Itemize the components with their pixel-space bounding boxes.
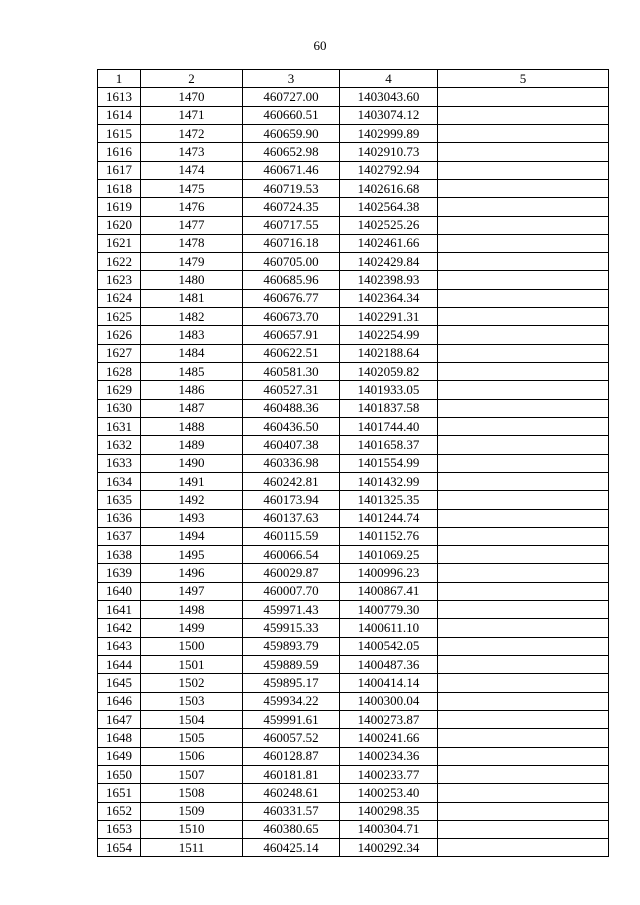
- table-row: [98, 765, 609, 783]
- index-cell: 1510: [141, 820, 243, 838]
- table-row: [98, 747, 609, 765]
- point-number-cell: 1646: [98, 692, 141, 710]
- note-cell: [438, 88, 609, 106]
- note-cell: [438, 308, 609, 326]
- header-cell-2: 2: [141, 70, 243, 88]
- y-coordinate-cell: 1400241.66: [340, 729, 438, 747]
- point-number-cell: 1649: [98, 747, 141, 765]
- table-row: [98, 344, 609, 362]
- header-cell-4: 4: [340, 70, 438, 88]
- point-number-cell: 1629: [98, 381, 141, 399]
- table-row: [98, 472, 609, 490]
- note-cell: [438, 161, 609, 179]
- index-cell: 1511: [141, 839, 243, 857]
- note-cell: [438, 765, 609, 783]
- y-coordinate-cell: 1402461.66: [340, 234, 438, 252]
- y-coordinate-cell: 1402429.84: [340, 253, 438, 271]
- table-row: [98, 582, 609, 600]
- point-number-cell: 1630: [98, 399, 141, 417]
- point-number-cell: 1635: [98, 491, 141, 509]
- note-cell: [438, 710, 609, 728]
- table-row: [98, 564, 609, 582]
- x-coordinate-cell: 460331.57: [243, 802, 340, 820]
- index-cell: 1480: [141, 271, 243, 289]
- index-cell: 1488: [141, 417, 243, 435]
- point-number-cell: 1622: [98, 253, 141, 271]
- note-cell: [438, 509, 609, 527]
- x-coordinate-cell: 460066.54: [243, 546, 340, 564]
- point-number-cell: 1651: [98, 784, 141, 802]
- x-coordinate-cell: 459893.79: [243, 637, 340, 655]
- x-coordinate-cell: 460007.70: [243, 582, 340, 600]
- point-number-cell: 1633: [98, 454, 141, 472]
- point-number-cell: 1650: [98, 765, 141, 783]
- x-coordinate-cell: 460488.36: [243, 399, 340, 417]
- table-row: [98, 656, 609, 674]
- note-cell: [438, 381, 609, 399]
- table-row: [98, 124, 609, 142]
- point-number-cell: 1632: [98, 436, 141, 454]
- table-row: [98, 674, 609, 692]
- x-coordinate-cell: 460436.50: [243, 417, 340, 435]
- table-row: [98, 417, 609, 435]
- table-row: [98, 710, 609, 728]
- point-number-cell: 1647: [98, 710, 141, 728]
- point-number-cell: 1645: [98, 674, 141, 692]
- page-number: 60: [313, 38, 327, 53]
- index-cell: 1490: [141, 454, 243, 472]
- index-cell: 1500: [141, 637, 243, 655]
- table-row: [98, 619, 609, 637]
- point-number-cell: 1615: [98, 124, 141, 142]
- x-coordinate-cell: 460724.35: [243, 198, 340, 216]
- index-cell: 1498: [141, 601, 243, 619]
- note-cell: [438, 747, 609, 765]
- index-cell: 1506: [141, 747, 243, 765]
- table-row: [98, 143, 609, 161]
- x-coordinate-cell: 460719.53: [243, 179, 340, 197]
- note-cell: [438, 491, 609, 509]
- point-number-cell: 1620: [98, 216, 141, 234]
- index-cell: 1494: [141, 527, 243, 545]
- y-coordinate-cell: 1401933.05: [340, 381, 438, 399]
- y-coordinate-cell: 1400542.05: [340, 637, 438, 655]
- y-coordinate-cell: 1402059.82: [340, 363, 438, 381]
- x-coordinate-cell: 459889.59: [243, 656, 340, 674]
- x-coordinate-cell: 460057.52: [243, 729, 340, 747]
- table-row: [98, 289, 609, 307]
- index-cell: 1491: [141, 472, 243, 490]
- index-cell: 1475: [141, 179, 243, 197]
- note-cell: [438, 436, 609, 454]
- table-row: [98, 326, 609, 344]
- y-coordinate-cell: 1402564.38: [340, 198, 438, 216]
- y-coordinate-cell: 1400996.23: [340, 564, 438, 582]
- note-cell: [438, 143, 609, 161]
- x-coordinate-cell: 460685.96: [243, 271, 340, 289]
- y-coordinate-cell: 1402792.94: [340, 161, 438, 179]
- point-number-cell: 1619: [98, 198, 141, 216]
- x-coordinate-cell: 460581.30: [243, 363, 340, 381]
- y-coordinate-cell: 1400300.04: [340, 692, 438, 710]
- point-number-cell: 1636: [98, 509, 141, 527]
- index-cell: 1473: [141, 143, 243, 161]
- note-cell: [438, 582, 609, 600]
- index-cell: 1478: [141, 234, 243, 252]
- y-coordinate-cell: 1401152.76: [340, 527, 438, 545]
- index-cell: 1470: [141, 88, 243, 106]
- point-number-cell: 1614: [98, 106, 141, 124]
- x-coordinate-cell: 460425.14: [243, 839, 340, 857]
- index-cell: 1489: [141, 436, 243, 454]
- note-cell: [438, 454, 609, 472]
- point-number-cell: 1628: [98, 363, 141, 381]
- index-cell: 1483: [141, 326, 243, 344]
- x-coordinate-cell: 460727.00: [243, 88, 340, 106]
- table-row: [98, 546, 609, 564]
- table-row: [98, 253, 609, 271]
- x-coordinate-cell: 460128.87: [243, 747, 340, 765]
- y-coordinate-cell: 1400253.40: [340, 784, 438, 802]
- y-coordinate-cell: 1401069.25: [340, 546, 438, 564]
- note-cell: [438, 234, 609, 252]
- x-coordinate-cell: 459895.17: [243, 674, 340, 692]
- y-coordinate-cell: 1402616.68: [340, 179, 438, 197]
- point-number-cell: 1627: [98, 344, 141, 362]
- index-cell: 1499: [141, 619, 243, 637]
- header-cell-3: 3: [243, 70, 340, 88]
- y-coordinate-cell: 1402188.64: [340, 344, 438, 362]
- table-row: [98, 527, 609, 545]
- point-number-cell: 1616: [98, 143, 141, 161]
- y-coordinate-cell: 1403074.12: [340, 106, 438, 124]
- note-cell: [438, 271, 609, 289]
- table-row: [98, 88, 609, 106]
- table-row: [98, 802, 609, 820]
- point-number-cell: 1644: [98, 656, 141, 674]
- table-row: [98, 179, 609, 197]
- header-row: [98, 70, 609, 88]
- table-row: [98, 436, 609, 454]
- x-coordinate-cell: 459915.33: [243, 619, 340, 637]
- y-coordinate-cell: 1401554.99: [340, 454, 438, 472]
- note-cell: [438, 820, 609, 838]
- x-coordinate-cell: 460673.70: [243, 308, 340, 326]
- x-coordinate-cell: 460652.98: [243, 143, 340, 161]
- x-coordinate-cell: 460248.61: [243, 784, 340, 802]
- note-cell: [438, 692, 609, 710]
- x-coordinate-cell: 460659.90: [243, 124, 340, 142]
- x-coordinate-cell: 460657.91: [243, 326, 340, 344]
- y-coordinate-cell: 1402999.89: [340, 124, 438, 142]
- note-cell: [438, 656, 609, 674]
- table-row: [98, 308, 609, 326]
- note-cell: [438, 253, 609, 271]
- table-row: [98, 692, 609, 710]
- index-cell: 1474: [141, 161, 243, 179]
- index-cell: 1505: [141, 729, 243, 747]
- note-cell: [438, 472, 609, 490]
- y-coordinate-cell: 1402398.93: [340, 271, 438, 289]
- index-cell: 1501: [141, 656, 243, 674]
- note-cell: [438, 839, 609, 857]
- y-coordinate-cell: 1402910.73: [340, 143, 438, 161]
- y-coordinate-cell: 1401744.40: [340, 417, 438, 435]
- x-coordinate-cell: 460407.38: [243, 436, 340, 454]
- y-coordinate-cell: 1403043.60: [340, 88, 438, 106]
- note-cell: [438, 198, 609, 216]
- y-coordinate-cell: 1400304.71: [340, 820, 438, 838]
- x-coordinate-cell: 459991.61: [243, 710, 340, 728]
- index-cell: 1486: [141, 381, 243, 399]
- note-cell: [438, 637, 609, 655]
- x-coordinate-cell: 460242.81: [243, 472, 340, 490]
- table-row: [98, 820, 609, 838]
- table-row: [98, 216, 609, 234]
- table-row: [98, 271, 609, 289]
- table-row: [98, 454, 609, 472]
- point-number-cell: 1639: [98, 564, 141, 582]
- index-cell: 1492: [141, 491, 243, 509]
- note-cell: [438, 124, 609, 142]
- x-coordinate-cell: 460717.55: [243, 216, 340, 234]
- index-cell: 1496: [141, 564, 243, 582]
- note-cell: [438, 106, 609, 124]
- point-number-cell: 1624: [98, 289, 141, 307]
- x-coordinate-cell: 460660.51: [243, 106, 340, 124]
- x-coordinate-cell: 460137.63: [243, 509, 340, 527]
- note-cell: [438, 619, 609, 637]
- table-row: [98, 106, 609, 124]
- note-cell: [438, 784, 609, 802]
- y-coordinate-cell: 1401325.35: [340, 491, 438, 509]
- x-coordinate-cell: 460676.77: [243, 289, 340, 307]
- x-coordinate-cell: 460705.00: [243, 253, 340, 271]
- note-cell: [438, 216, 609, 234]
- y-coordinate-cell: 1400779.30: [340, 601, 438, 619]
- table-row: [98, 784, 609, 802]
- table-row: [98, 509, 609, 527]
- note-cell: [438, 527, 609, 545]
- y-coordinate-cell: 1400298.35: [340, 802, 438, 820]
- point-number-cell: 1641: [98, 601, 141, 619]
- y-coordinate-cell: 1400273.87: [340, 710, 438, 728]
- index-cell: 1472: [141, 124, 243, 142]
- x-coordinate-cell: 459971.43: [243, 601, 340, 619]
- y-coordinate-cell: 1400414.14: [340, 674, 438, 692]
- table-row: [98, 637, 609, 655]
- table-row: [98, 161, 609, 179]
- index-cell: 1502: [141, 674, 243, 692]
- table-row: [98, 363, 609, 381]
- table-row: [98, 198, 609, 216]
- y-coordinate-cell: 1400867.41: [340, 582, 438, 600]
- point-number-cell: 1643: [98, 637, 141, 655]
- point-number-cell: 1638: [98, 546, 141, 564]
- note-cell: [438, 729, 609, 747]
- index-cell: 1503: [141, 692, 243, 710]
- index-cell: 1497: [141, 582, 243, 600]
- y-coordinate-cell: 1401658.37: [340, 436, 438, 454]
- index-cell: 1482: [141, 308, 243, 326]
- header-cell-1: 1: [98, 70, 141, 88]
- x-coordinate-cell: 460029.87: [243, 564, 340, 582]
- index-cell: 1504: [141, 710, 243, 728]
- point-number-cell: 1623: [98, 271, 141, 289]
- note-cell: [438, 546, 609, 564]
- note-cell: [438, 417, 609, 435]
- index-cell: 1471: [141, 106, 243, 124]
- index-cell: 1508: [141, 784, 243, 802]
- y-coordinate-cell: 1402291.31: [340, 308, 438, 326]
- point-number-cell: 1652: [98, 802, 141, 820]
- index-cell: 1477: [141, 216, 243, 234]
- point-number-cell: 1653: [98, 820, 141, 838]
- point-number-cell: 1621: [98, 234, 141, 252]
- index-cell: 1476: [141, 198, 243, 216]
- point-number-cell: 1613: [98, 88, 141, 106]
- table-row: [98, 839, 609, 857]
- y-coordinate-cell: 1401837.58: [340, 399, 438, 417]
- table-body: [98, 70, 609, 857]
- point-number-cell: 1631: [98, 417, 141, 435]
- x-coordinate-cell: 460671.46: [243, 161, 340, 179]
- table-row: [98, 491, 609, 509]
- header-cell-5: 5: [438, 70, 609, 88]
- x-coordinate-cell: 460622.51: [243, 344, 340, 362]
- y-coordinate-cell: 1400487.36: [340, 656, 438, 674]
- y-coordinate-cell: 1402254.99: [340, 326, 438, 344]
- x-coordinate-cell: 460716.18: [243, 234, 340, 252]
- note-cell: [438, 363, 609, 381]
- point-number-cell: 1648: [98, 729, 141, 747]
- y-coordinate-cell: 1401432.99: [340, 472, 438, 490]
- note-cell: [438, 399, 609, 417]
- y-coordinate-cell: 1402364.34: [340, 289, 438, 307]
- coordinates-table: [97, 69, 609, 857]
- index-cell: 1484: [141, 344, 243, 362]
- note-cell: [438, 564, 609, 582]
- x-coordinate-cell: 460181.81: [243, 765, 340, 783]
- note-cell: [438, 179, 609, 197]
- note-cell: [438, 601, 609, 619]
- point-number-cell: 1625: [98, 308, 141, 326]
- x-coordinate-cell: 459934.22: [243, 692, 340, 710]
- point-number-cell: 1617: [98, 161, 141, 179]
- point-number-cell: 1654: [98, 839, 141, 857]
- y-coordinate-cell: 1400611.10: [340, 619, 438, 637]
- x-coordinate-cell: 460115.59: [243, 527, 340, 545]
- y-coordinate-cell: 1400233.77: [340, 765, 438, 783]
- point-number-cell: 1626: [98, 326, 141, 344]
- x-coordinate-cell: 460527.31: [243, 381, 340, 399]
- table-row: [98, 381, 609, 399]
- index-cell: 1493: [141, 509, 243, 527]
- x-coordinate-cell: 460336.98: [243, 454, 340, 472]
- x-coordinate-cell: 460173.94: [243, 491, 340, 509]
- index-cell: 1485: [141, 363, 243, 381]
- table-row: [98, 729, 609, 747]
- point-number-cell: 1634: [98, 472, 141, 490]
- point-number-cell: 1642: [98, 619, 141, 637]
- x-coordinate-cell: 460380.65: [243, 820, 340, 838]
- index-cell: 1507: [141, 765, 243, 783]
- y-coordinate-cell: 1400292.34: [340, 839, 438, 857]
- table-row: [98, 601, 609, 619]
- note-cell: [438, 289, 609, 307]
- note-cell: [438, 802, 609, 820]
- point-number-cell: 1640: [98, 582, 141, 600]
- index-cell: 1509: [141, 802, 243, 820]
- y-coordinate-cell: 1402525.26: [340, 216, 438, 234]
- point-number-cell: 1637: [98, 527, 141, 545]
- table-row: [98, 234, 609, 252]
- note-cell: [438, 674, 609, 692]
- index-cell: 1481: [141, 289, 243, 307]
- y-coordinate-cell: 1400234.36: [340, 747, 438, 765]
- note-cell: [438, 344, 609, 362]
- point-number-cell: 1618: [98, 179, 141, 197]
- index-cell: 1495: [141, 546, 243, 564]
- table-row: [98, 399, 609, 417]
- index-cell: 1479: [141, 253, 243, 271]
- y-coordinate-cell: 1401244.74: [340, 509, 438, 527]
- note-cell: [438, 326, 609, 344]
- index-cell: 1487: [141, 399, 243, 417]
